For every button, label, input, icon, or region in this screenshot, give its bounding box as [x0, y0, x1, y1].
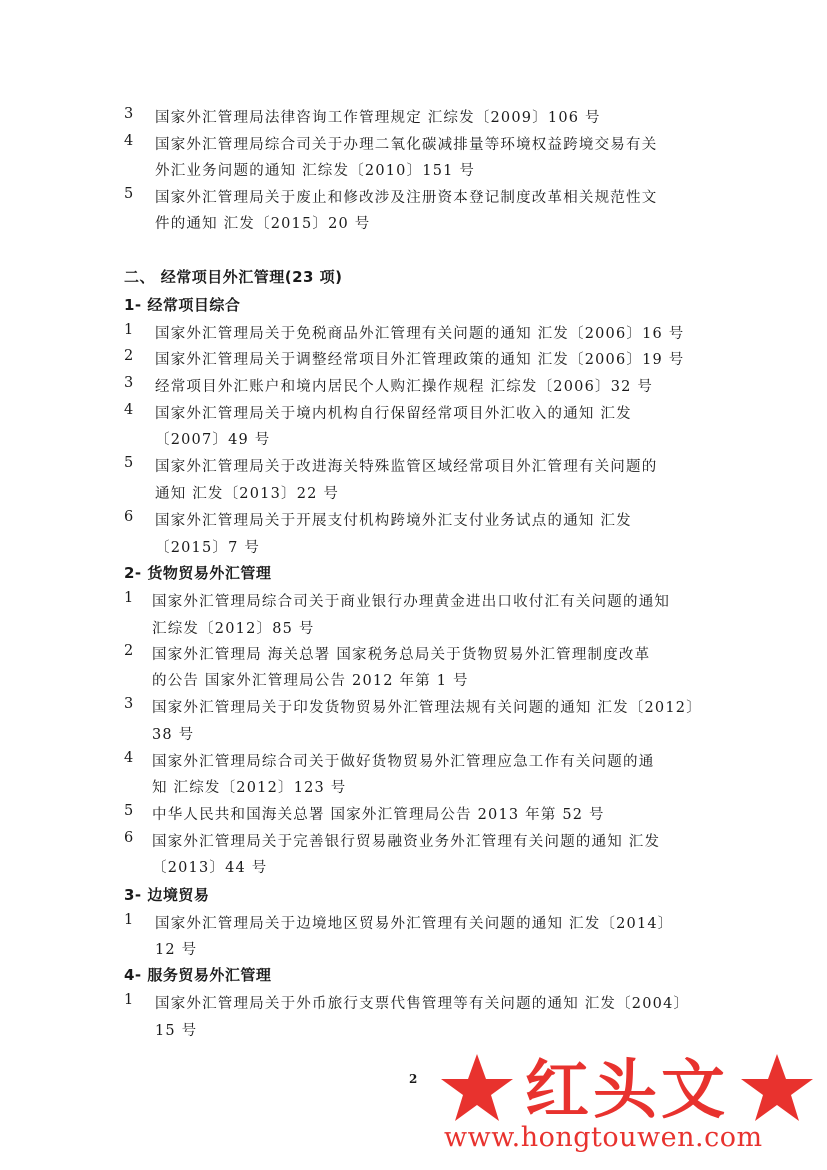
- item-text: 国家外汇管理局综合司关于办理二氧化碳减排量等环境权益跨境交易有关: [155, 137, 658, 153]
- item-number: 4: [124, 750, 135, 766]
- item-text-continued: 15 号: [155, 1023, 198, 1039]
- item-text-continued: 〔2007〕49 号: [155, 432, 271, 448]
- item-text-continued: 〔2013〕44 号: [152, 860, 268, 876]
- item-text: 国家外汇管理局关于外币旅行支票代售管理等有关问题的通知 汇发〔2004〕: [155, 996, 690, 1012]
- item-text-continued: 38 号: [152, 727, 195, 743]
- item-text-continued: 12 号: [155, 942, 198, 958]
- watermark-logo: [437, 1048, 817, 1128]
- item-number: 5: [124, 803, 135, 819]
- item-number: 6: [124, 509, 135, 525]
- item-text: 经常项目外汇账户和境内居民个人购汇操作规程 汇综发〔2006〕32 号: [155, 379, 654, 395]
- item-number: 5: [124, 455, 135, 471]
- item-text-continued: 件的通知 汇发〔2015〕20 号: [155, 216, 371, 232]
- watermark-url: www.hongtouwen.com: [444, 1122, 763, 1153]
- item-text: 中华人民共和国海关总署 国家外汇管理局公告 2013 年第 52 号: [152, 807, 605, 823]
- item-number: 3: [124, 106, 135, 122]
- item-text: 国家外汇管理局法律咨询工作管理规定 汇综发〔2009〕106 号: [155, 110, 601, 126]
- item-text: 国家外汇管理局综合司关于商业银行办理黄金进出口收付汇有关问题的通知: [152, 594, 671, 610]
- item-text: 国家外汇管理局关于免税商品外汇管理有关问题的通知 汇发〔2006〕16 号: [155, 326, 685, 342]
- star-icon: [741, 1054, 813, 1121]
- svg-text:红头文: 红头文: [525, 1054, 729, 1128]
- item-number: 6: [124, 830, 135, 846]
- item-text: 国家外汇管理局关于边境地区贸易外汇管理有关问题的通知 汇发〔2014〕: [155, 916, 674, 932]
- item-text: 国家外汇管理局关于调整经常项目外汇管理政策的通知 汇发〔2006〕19 号: [155, 352, 685, 368]
- item-number: 4: [124, 133, 135, 149]
- item-text: 国家外汇管理局关于印发货物贸易外汇管理法规有关问题的通知 汇发〔2012〕: [152, 700, 702, 716]
- subsection-title: 4- 服务贸易外汇管理: [124, 966, 272, 984]
- item-text: 国家外汇管理局关于开展支付机构跨境外汇支付业务试点的通知 汇发: [155, 513, 632, 529]
- subsection-title: 2- 货物贸易外汇管理: [124, 564, 272, 582]
- item-number: 3: [124, 375, 135, 391]
- item-text: 国家外汇管理局综合司关于做好货物贸易外汇管理应急工作有关问题的通: [152, 754, 655, 770]
- page-number: 2: [409, 1072, 418, 1086]
- subsection-title: 3- 边境贸易: [124, 886, 210, 904]
- star-icon: [441, 1054, 513, 1121]
- subsection-title: 1- 经常项目综合: [124, 296, 241, 314]
- item-number: 3: [124, 696, 135, 712]
- item-text-continued: 外汇业务问题的通知 汇综发〔2010〕151 号: [155, 163, 476, 179]
- item-text-continued: 〔2015〕7 号: [155, 540, 261, 556]
- item-text: 国家外汇管理局关于废止和修改涉及注册资本登记制度改革相关规范性文: [155, 190, 658, 206]
- item-text-continued: 知 汇综发〔2012〕123 号: [152, 780, 347, 796]
- item-number: 1: [124, 590, 135, 606]
- item-text: 国家外汇管理局关于境内机构自行保留经常项目外汇收入的通知 汇发: [155, 406, 632, 422]
- section-title: 二、 经常项目外汇管理(23 项): [124, 268, 343, 286]
- item-text-continued: 通知 汇发〔2013〕22 号: [155, 486, 340, 502]
- item-number: 2: [124, 643, 135, 659]
- item-text: 国家外汇管理局关于改进海关特殊监管区域经常项目外汇管理有关问题的: [155, 459, 658, 475]
- item-number: 5: [124, 186, 135, 202]
- item-number: 1: [124, 992, 135, 1008]
- item-text-continued: 汇综发〔2012〕85 号: [152, 621, 315, 637]
- item-text: 国家外汇管理局关于完善银行贸易融资业务外汇管理有关问题的通知 汇发: [152, 834, 661, 850]
- item-number: 1: [124, 912, 135, 928]
- item-text: 国家外汇管理局 海关总署 国家税务总局关于货物贸易外汇管理制度改革: [152, 647, 651, 663]
- item-number: 2: [124, 348, 135, 364]
- item-number: 4: [124, 402, 135, 418]
- item-number: 1: [124, 322, 135, 338]
- item-text-continued: 的公告 国家外汇管理局公告 2012 年第 1 号: [152, 673, 469, 689]
